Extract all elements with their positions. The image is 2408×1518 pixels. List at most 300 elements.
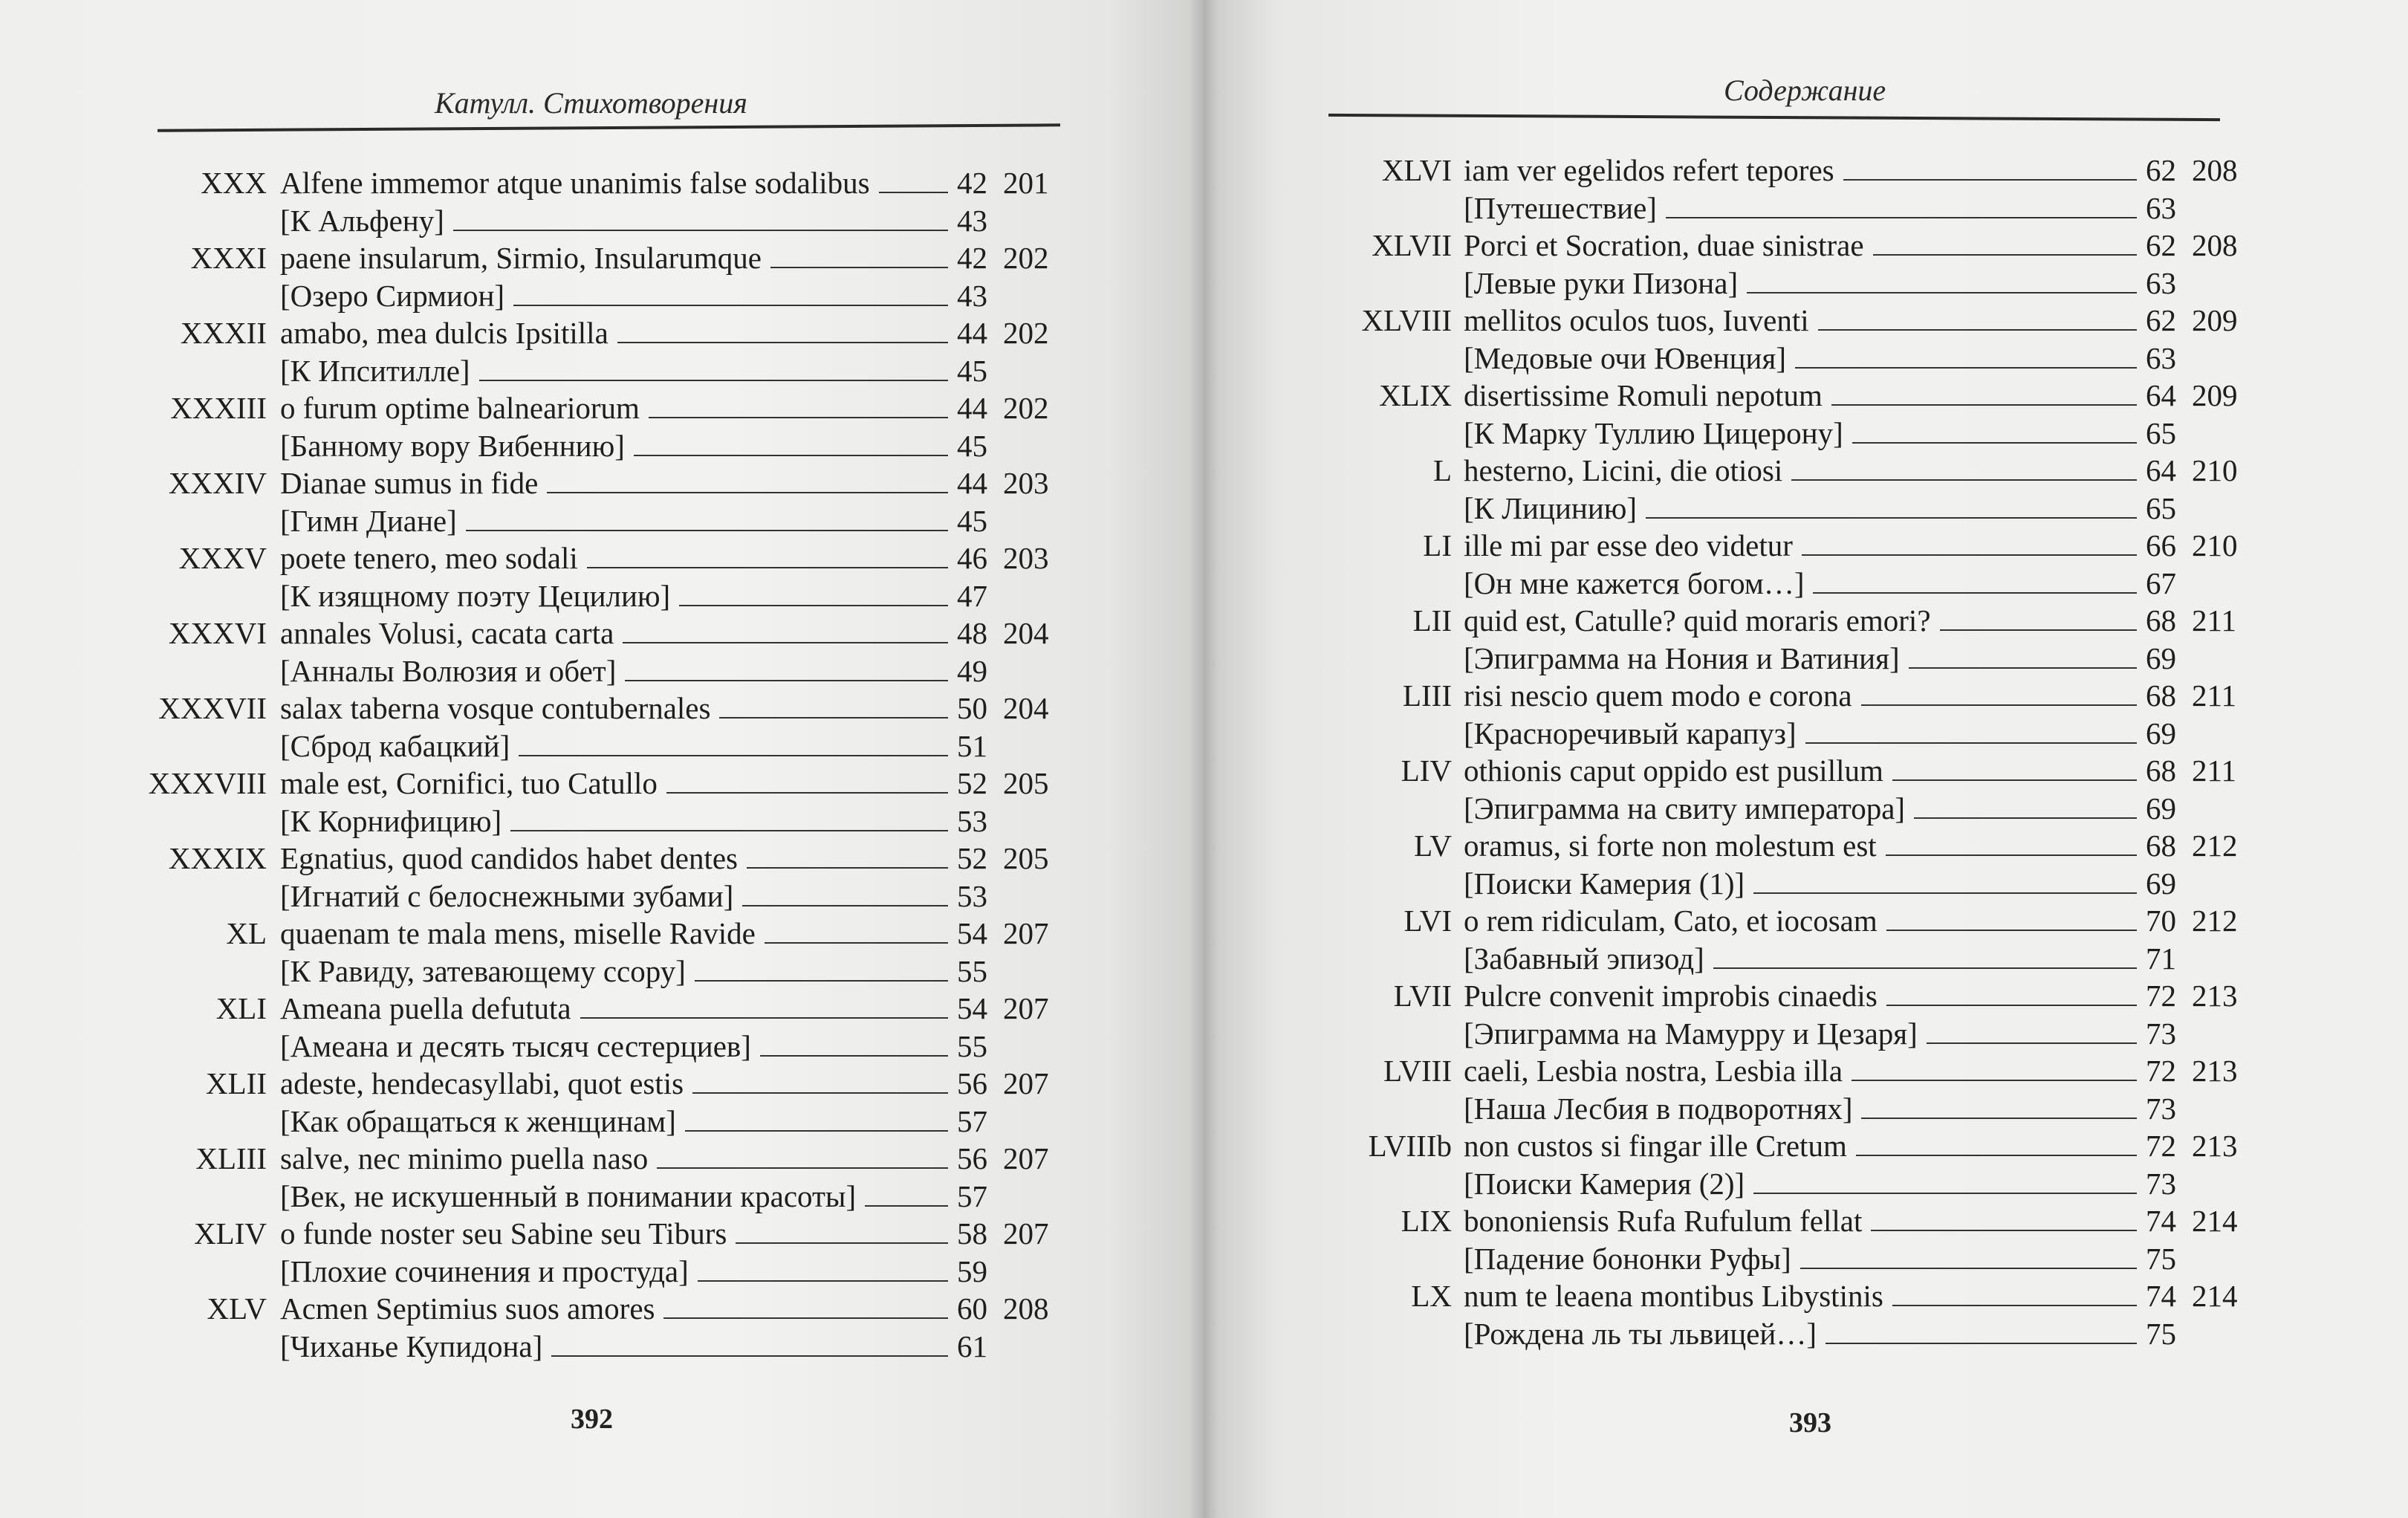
latin-incipit: Dianae sumus in fide	[280, 466, 539, 500]
translation-page-number: 63	[2146, 266, 2176, 300]
russian-row	[1204, 1091, 2259, 1126]
latin-incipit: amabo, mea dulcis Ipsitilla	[280, 316, 609, 350]
latin-row	[0, 765, 1062, 801]
text-page-number: 52	[957, 766, 987, 800]
commentary-page-number: 213	[2192, 1054, 2238, 1088]
toc-list-left	[0, 165, 1062, 1366]
dot-leader	[479, 380, 948, 381]
dot-leader	[698, 1280, 948, 1282]
commentary-page-number: 207	[1003, 1066, 1049, 1100]
poem-number: LIX	[1401, 1204, 1452, 1238]
dot-leader	[510, 830, 948, 831]
dot-leader	[1666, 217, 2137, 218]
poem-number: LV	[1414, 828, 1452, 863]
poem-number: XXXIII	[170, 391, 267, 425]
text-page-number: 68	[2146, 678, 2176, 713]
commentary-page-number: 207	[1003, 916, 1049, 950]
russian-row	[1204, 941, 2259, 976]
russian-title: [К Ипситилле]	[280, 354, 470, 388]
poem-number: XXXII	[180, 316, 267, 350]
commentary-page-number: 201	[1003, 166, 1049, 200]
latin-row	[1204, 1128, 2259, 1164]
russian-title: [Эпиграмма на свиту императора]	[1464, 791, 1906, 826]
latin-incipit: o rem ridiculam, Cato, et iocosam	[1464, 904, 1878, 938]
poem-number: XLIII	[195, 1141, 267, 1175]
commentary-page-number: 207	[1003, 1216, 1049, 1251]
russian-title: [Гимн Диане]	[280, 504, 457, 538]
commentary-page-number: 213	[2192, 1129, 2238, 1163]
russian-row	[0, 353, 1062, 389]
russian-row	[1204, 716, 2259, 751]
russian-row	[0, 1329, 1062, 1364]
poem-number: XXXVII	[158, 691, 267, 725]
russian-title: [Как обращаться к женщинам]	[280, 1104, 676, 1138]
poem-number: XLVII	[1372, 228, 1452, 262]
text-page-number: 56	[957, 1066, 987, 1100]
russian-row	[1204, 265, 2259, 301]
poem-number: XXX	[201, 166, 267, 200]
dot-leader	[1861, 704, 2137, 706]
toc-entry	[0, 1216, 1062, 1291]
translation-page-number: 69	[2146, 791, 2176, 826]
latin-incipit: paene insularum, Sirmio, Insularumque	[280, 241, 762, 275]
latin-row	[1204, 1278, 2259, 1314]
toc-entry	[1204, 302, 2259, 377]
toc-entry	[0, 915, 1062, 990]
dot-leader	[617, 342, 948, 343]
translation-page-number: 53	[957, 804, 987, 838]
translation-page-number: 73	[2146, 1016, 2176, 1051]
commentary-page-number: 213	[2192, 979, 2238, 1013]
russian-title: [Красноречивый карапуз]	[1464, 716, 1797, 750]
header-rule-right	[1328, 114, 2220, 121]
toc-entry	[1204, 903, 2259, 978]
latin-row	[1204, 152, 2259, 188]
text-page-number: 50	[957, 691, 987, 725]
toc-entry	[0, 1291, 1062, 1366]
latin-row	[0, 390, 1062, 426]
dot-leader	[623, 642, 948, 643]
poem-number: XXXI	[190, 241, 267, 275]
text-page-number: 72	[2146, 979, 2176, 1013]
dot-leader	[1852, 442, 2137, 444]
commentary-page-number: 214	[2192, 1279, 2238, 1313]
russian-title: [Амеана и десять тысяч сестерциев]	[280, 1029, 751, 1063]
latin-row	[1204, 828, 2259, 863]
commentary-page-number: 203	[1003, 466, 1049, 500]
poem-number: LVI	[1403, 904, 1452, 938]
russian-title: [Игнатий с белоснежными зубами]	[280, 879, 734, 913]
latin-row	[1204, 753, 2259, 788]
russian-row	[0, 203, 1062, 239]
russian-row	[0, 1253, 1062, 1289]
dot-leader	[685, 1130, 948, 1132]
russian-title: [Медовые очи Ювенция]	[1464, 341, 1786, 375]
russian-title: [К Альфену]	[280, 204, 444, 238]
commentary-page-number: 211	[2192, 603, 2236, 638]
text-page-number: 72	[2146, 1054, 2176, 1088]
latin-incipit: hesterno, Licini, die otiosi	[1464, 453, 1783, 487]
russian-row	[0, 578, 1062, 614]
dot-leader	[666, 792, 948, 794]
poem-number: XL	[226, 916, 267, 950]
latin-row	[0, 540, 1062, 576]
commentary-page-number: 211	[2192, 753, 2236, 788]
poem-number: XLVI	[1381, 153, 1452, 187]
poem-number: LII	[1412, 603, 1452, 638]
dot-leader	[695, 980, 948, 982]
dot-leader	[1646, 517, 2137, 519]
translation-page-number: 73	[2146, 1092, 2176, 1126]
latin-incipit: o funde noster seu Sabine seu Tiburs	[280, 1216, 727, 1251]
translation-page-number: 69	[2146, 641, 2176, 675]
poem-number: LX	[1411, 1279, 1452, 1313]
page-number-left: 392	[571, 1404, 613, 1435]
dot-leader	[1802, 554, 2137, 556]
poem-number: XXXIX	[168, 841, 267, 875]
dot-leader	[519, 755, 948, 756]
russian-title: [Озеро Сирмион]	[280, 279, 505, 313]
dot-leader	[1747, 292, 2137, 293]
russian-row	[0, 1178, 1062, 1214]
russian-row	[1204, 1241, 2259, 1277]
russian-title: [К Марку Туллию Цицерону]	[1464, 416, 1843, 450]
russian-title: [Сброд кабацкий]	[280, 729, 510, 763]
russian-row	[1204, 1166, 2259, 1201]
russian-title: [Анналы Волюзия и обет]	[280, 654, 617, 688]
latin-row	[0, 840, 1062, 876]
latin-incipit: bononiensis Rufa Rufulum fellat	[1464, 1204, 1863, 1238]
dot-leader	[1914, 817, 2137, 819]
poem-number: LIV	[1401, 753, 1452, 788]
dot-leader	[1886, 854, 2137, 856]
dot-leader	[1861, 1118, 2137, 1119]
latin-row	[0, 1141, 1062, 1176]
russian-row	[0, 503, 1062, 539]
latin-incipit: mellitos oculos tuos, Iuventi	[1464, 303, 1809, 337]
russian-title: [К Корнифицию]	[280, 804, 502, 838]
toc-entry	[1204, 152, 2259, 227]
russian-title: [Поиски Камерия (1)]	[1464, 866, 1745, 901]
commentary-page-number: 211	[2192, 678, 2236, 713]
text-page-number: 46	[957, 541, 987, 575]
latin-incipit: Porci et Socration, duae sinistrae	[1464, 228, 1864, 262]
dot-leader	[649, 417, 948, 418]
toc-entry	[0, 1065, 1062, 1141]
text-page-number: 54	[957, 916, 987, 950]
text-page-number: 54	[957, 991, 987, 1025]
commentary-page-number: 204	[1003, 616, 1049, 650]
russian-title: [Век, не искушенный в понимании красоты]	[280, 1179, 857, 1213]
commentary-page-number: 212	[2192, 828, 2238, 863]
dot-leader	[1805, 742, 2137, 744]
latin-row	[0, 1291, 1062, 1326]
latin-row	[0, 990, 1062, 1026]
dot-leader	[770, 267, 948, 268]
toc-entry	[0, 465, 1062, 540]
toc-entry	[1204, 603, 2259, 678]
latin-incipit: ille mi par esse deo videtur	[1464, 528, 1793, 562]
dot-leader	[736, 1242, 948, 1244]
text-page-number: 62	[2146, 303, 2176, 337]
russian-row	[1204, 791, 2259, 826]
poem-number: XLVIII	[1361, 303, 1452, 337]
translation-page-number: 45	[957, 354, 987, 388]
russian-title: [Эпиграмма на Мамурру и Цезаря]	[1464, 1016, 1918, 1051]
russian-title: [Чиханье Купидона]	[280, 1329, 543, 1363]
latin-incipit: poete tenero, meo sodali	[280, 541, 578, 575]
header-rule-left	[158, 123, 1060, 132]
commentary-page-number: 212	[2192, 904, 2238, 938]
russian-title: [Забавный эпизод]	[1464, 941, 1704, 976]
russian-row	[1204, 640, 2259, 676]
commentary-page-number: 208	[2192, 153, 2238, 187]
text-page-number: 52	[957, 841, 987, 875]
poem-number: L	[1432, 453, 1452, 487]
translation-page-number: 57	[957, 1179, 987, 1213]
toc-entry	[0, 240, 1062, 315]
russian-title: [Банному вору Вибеннию]	[280, 429, 625, 463]
toc-list-right	[1204, 152, 2259, 1353]
dot-leader	[580, 1017, 948, 1019]
dot-leader	[1795, 367, 2137, 369]
russian-row	[1204, 190, 2259, 226]
russian-row	[0, 728, 1062, 764]
russian-title: [Левые руки Пизона]	[1464, 266, 1739, 300]
latin-row	[1204, 453, 2259, 488]
latin-row	[0, 315, 1062, 351]
toc-entry	[1204, 453, 2259, 528]
text-page-number: 62	[2146, 228, 2176, 262]
toc-entry	[1204, 978, 2259, 1053]
text-page-number: 44	[957, 391, 987, 425]
toc-entry	[1204, 528, 2259, 603]
dot-leader	[742, 905, 948, 906]
translation-page-number: 45	[957, 429, 987, 463]
russian-row	[0, 428, 1062, 464]
translation-page-number: 67	[2146, 566, 2176, 600]
commentary-page-number: 202	[1003, 391, 1049, 425]
dot-leader	[1800, 1268, 2137, 1269]
dot-leader	[692, 1092, 948, 1094]
commentary-page-number: 202	[1003, 241, 1049, 275]
latin-incipit: Acmen Septimius suos amores	[280, 1291, 655, 1326]
poem-number: XXXVIII	[148, 766, 267, 800]
russian-row	[1204, 866, 2259, 901]
dot-leader	[1871, 1230, 2137, 1231]
russian-row	[0, 278, 1062, 314]
dot-leader	[1831, 404, 2137, 406]
latin-row	[1204, 978, 2259, 1013]
latin-incipit: male est, Cornifici, tuo Catullo	[280, 766, 658, 800]
dot-leader	[587, 567, 948, 568]
latin-incipit: quid est, Catulle? quid moraris emori?	[1464, 603, 1931, 638]
toc-entry	[0, 990, 1062, 1065]
toc-entry	[1204, 678, 2259, 753]
russian-title: [Эпиграмма на Нония и Ватиния]	[1464, 641, 1900, 675]
dot-leader	[625, 680, 948, 681]
translation-page-number: 55	[957, 1029, 987, 1063]
russian-row	[1204, 340, 2259, 376]
russian-title: [Он мне кажется богом…]	[1464, 566, 1805, 600]
dot-leader	[634, 455, 948, 456]
toc-entry	[0, 840, 1062, 915]
latin-row	[1204, 1203, 2259, 1239]
latin-row	[0, 165, 1062, 201]
latin-incipit: Egnatius, quod candidos habet dentes	[280, 841, 739, 875]
dot-leader	[747, 867, 948, 869]
russian-row	[0, 1028, 1062, 1064]
translation-page-number: 71	[2146, 941, 2176, 976]
poem-number: LVII	[1393, 979, 1452, 1013]
latin-incipit: caeli, Lesbia nostra, Lesbia illa	[1464, 1054, 1843, 1088]
translation-page-number: 63	[2146, 191, 2176, 225]
dot-leader	[1791, 479, 2137, 481]
commentary-page-number: 209	[2192, 378, 2238, 412]
text-page-number: 64	[2146, 378, 2176, 412]
russian-row	[0, 878, 1062, 914]
text-page-number: 56	[957, 1141, 987, 1175]
poem-number: XXXVI	[168, 616, 267, 650]
text-page-number: 74	[2146, 1204, 2176, 1238]
russian-row	[0, 1103, 1062, 1139]
russian-title: [К изящному поэту Цецилию]	[280, 579, 671, 613]
dot-leader	[1856, 1155, 2137, 1156]
dot-leader	[1826, 1343, 2137, 1344]
poem-number: XLV	[207, 1291, 267, 1326]
toc-entry	[1204, 377, 2259, 453]
toc-entry	[0, 690, 1062, 765]
latin-incipit: Pulcre convenit improbis cinaedis	[1464, 979, 1878, 1013]
latin-incipit: salve, nec minimo puella naso	[280, 1141, 649, 1175]
dot-leader	[663, 1317, 948, 1319]
dot-leader	[760, 1055, 948, 1057]
text-page-number: 72	[2146, 1129, 2176, 1163]
dot-leader	[765, 942, 948, 944]
toc-entry	[0, 1141, 1062, 1216]
russian-title: [Путешествие]	[1464, 191, 1657, 225]
latin-incipit: salax taberna vosque contubernales	[280, 691, 711, 725]
dot-leader	[1886, 930, 2137, 931]
latin-row	[1204, 227, 2259, 263]
latin-row	[1204, 302, 2259, 338]
latin-incipit: non custos si fingar ille Cretum	[1464, 1129, 1847, 1163]
translation-page-number: 43	[957, 204, 987, 238]
commentary-page-number: 210	[2192, 453, 2238, 487]
commentary-page-number: 205	[1003, 841, 1049, 875]
translation-page-number: 65	[2146, 416, 2176, 450]
translation-page-number: 57	[957, 1104, 987, 1138]
text-page-number: 68	[2146, 753, 2176, 788]
commentary-page-number: 214	[2192, 1204, 2238, 1238]
latin-incipit: othionis caput oppido est pusillum	[1464, 753, 1883, 788]
latin-incipit: annales Volusi, cacata carta	[280, 616, 614, 650]
text-page-number: 68	[2146, 603, 2176, 638]
russian-title: [Наша Лесбия в подворотнях]	[1464, 1092, 1853, 1126]
translation-page-number: 75	[2146, 1242, 2176, 1276]
latin-row	[0, 1216, 1062, 1251]
poem-number: XXXIV	[168, 466, 267, 500]
dot-leader	[879, 192, 948, 193]
latin-row	[0, 240, 1062, 276]
text-page-number: 68	[2146, 828, 2176, 863]
toc-entry	[1204, 828, 2259, 903]
russian-title: [К Лицинию]	[1464, 491, 1638, 525]
commentary-page-number: 205	[1003, 766, 1049, 800]
toc-entry	[1204, 1278, 2259, 1353]
translation-page-number: 55	[957, 954, 987, 988]
text-page-number: 70	[2146, 904, 2176, 938]
poem-number: LVIII	[1383, 1054, 1452, 1088]
dot-leader	[1852, 1080, 2137, 1081]
latin-row	[0, 1065, 1062, 1101]
text-page-number: 62	[2146, 153, 2176, 187]
dot-leader	[1753, 1193, 2137, 1194]
russian-title: [Поиски Камерия (2)]	[1464, 1167, 1745, 1201]
text-page-number: 66	[2146, 528, 2176, 562]
toc-entry	[0, 765, 1062, 840]
russian-title: [Рождена ль ты львицей…]	[1464, 1317, 1817, 1351]
poem-number: XLII	[206, 1066, 267, 1100]
commentary-page-number: 207	[1003, 991, 1049, 1025]
toc-entry	[0, 315, 1062, 390]
translation-page-number: 75	[2146, 1317, 2176, 1351]
commentary-page-number: 202	[1003, 316, 1049, 350]
toc-entry	[0, 165, 1062, 240]
dot-leader	[1927, 1042, 2137, 1044]
translation-page-number: 63	[2146, 341, 2176, 375]
dot-leader	[1713, 967, 2137, 969]
latin-incipit: adeste, hendecasyllabi, quot estis	[280, 1066, 684, 1100]
toc-entry	[1204, 227, 2259, 302]
dot-leader	[719, 717, 948, 719]
latin-incipit: o furum optime balneariorum	[280, 391, 640, 425]
translation-page-number: 47	[957, 579, 987, 613]
russian-row	[1204, 1316, 2259, 1352]
dot-leader	[1892, 1305, 2137, 1306]
dot-leader	[865, 1205, 948, 1207]
latin-incipit: num te leaena montibus Libystinis	[1464, 1279, 1883, 1313]
translation-page-number: 73	[2146, 1167, 2176, 1201]
latin-incipit: Alfene immemor atque unanimis false sodalibus	[280, 166, 870, 200]
dot-leader	[466, 530, 948, 531]
russian-row	[0, 953, 1062, 989]
russian-title: [К Равиду, затевающему ссору]	[280, 954, 686, 988]
translation-page-number: 69	[2146, 716, 2176, 750]
russian-title: [Падение бононки Руфы]	[1464, 1242, 1791, 1276]
translation-page-number: 69	[2146, 866, 2176, 901]
latin-incipit: iam ver egelidos refert tepores	[1464, 153, 1834, 187]
poem-number: LIII	[1402, 678, 1452, 713]
russian-row	[1204, 490, 2259, 526]
latin-row	[0, 690, 1062, 726]
dot-leader	[1909, 667, 2137, 669]
dot-leader	[1886, 1005, 2137, 1006]
toc-entry	[1204, 1053, 2259, 1128]
dot-leader	[547, 492, 948, 493]
latin-incipit: disertissime Romuli nepotum	[1464, 378, 1823, 412]
russian-row	[1204, 565, 2259, 601]
poem-number: LVIIIb	[1368, 1129, 1452, 1163]
commentary-page-number: 210	[2192, 528, 2238, 562]
latin-incipit: quaenam te mala mens, miselle Ravide	[280, 916, 756, 950]
dot-leader	[453, 230, 948, 231]
translation-page-number: 65	[2146, 491, 2176, 525]
toc-entry	[0, 390, 1062, 465]
latin-row	[1204, 903, 2259, 938]
translation-page-number: 59	[957, 1254, 987, 1288]
toc-entry	[1204, 1128, 2259, 1203]
